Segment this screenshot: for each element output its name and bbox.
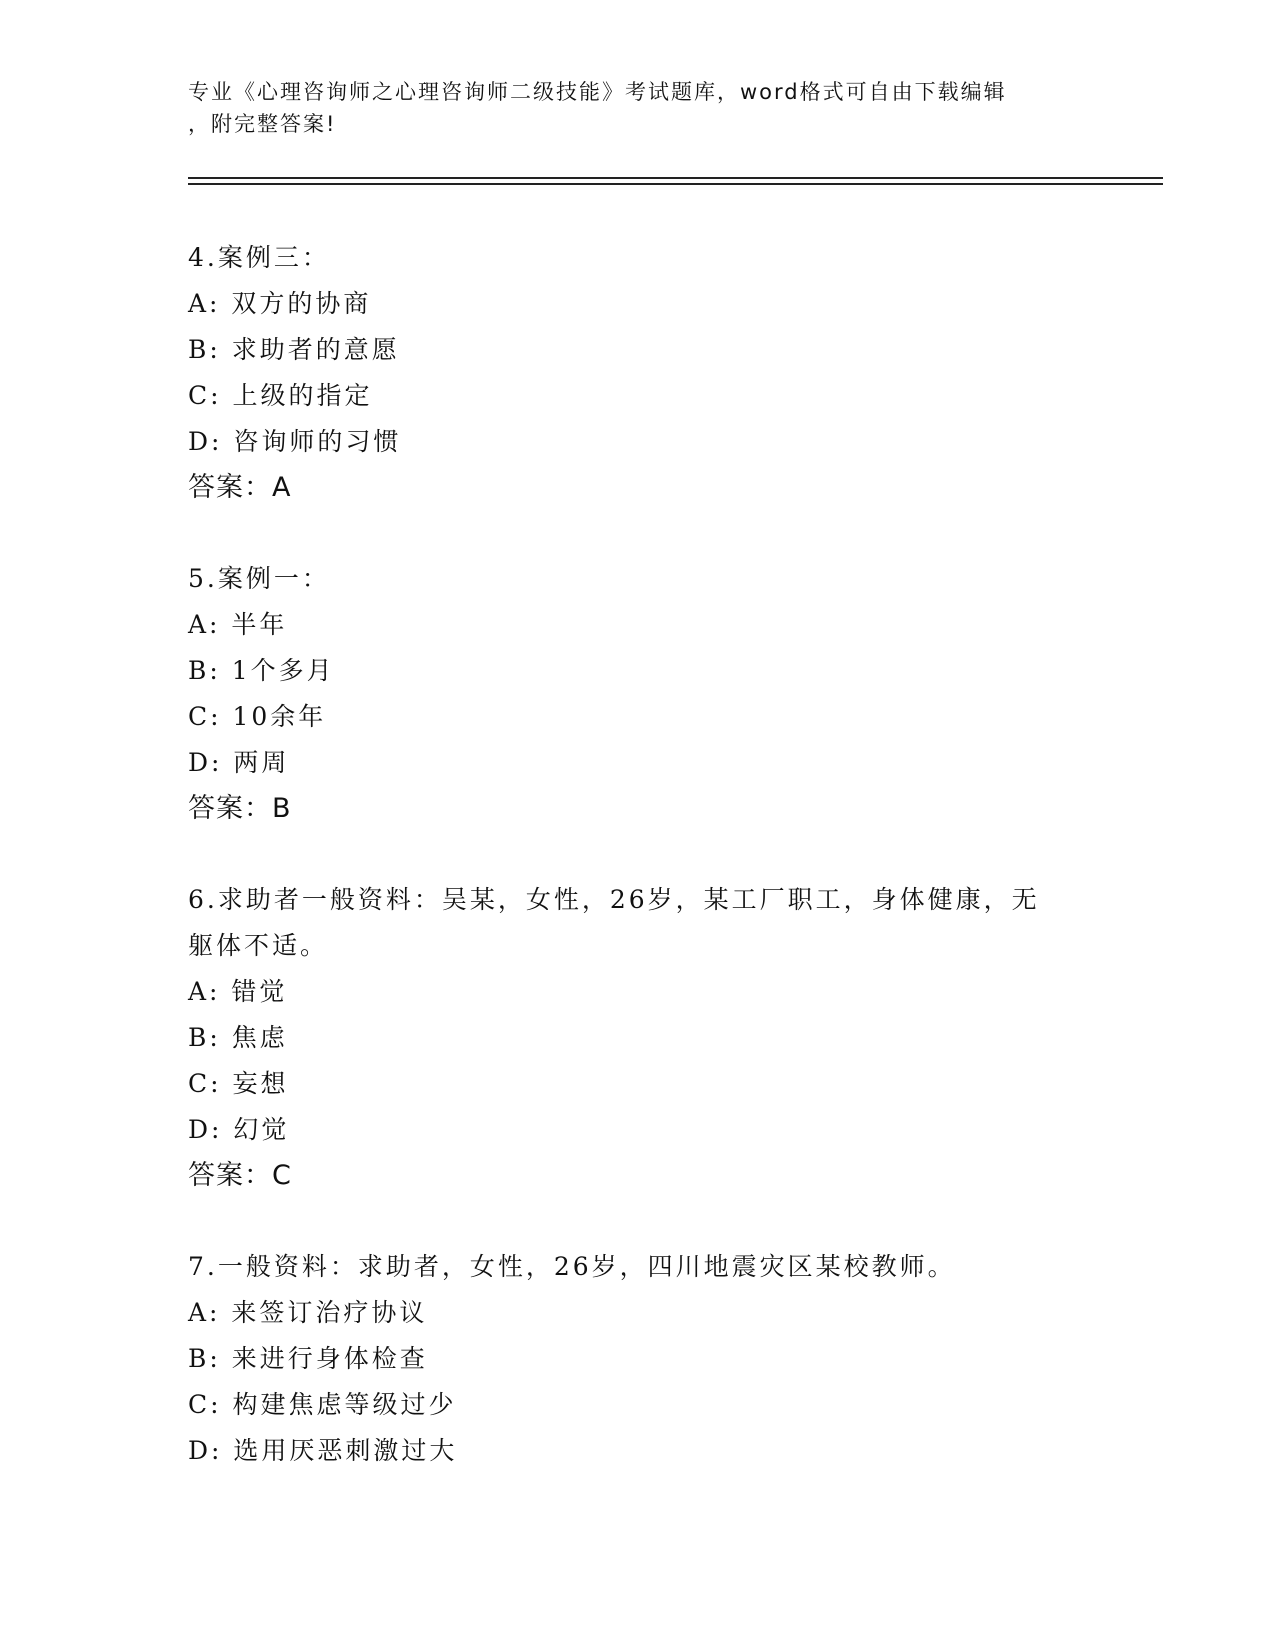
option-b: B: 焦虑	[188, 1023, 288, 1052]
option-c: C: 构建焦虑等级过少	[188, 1390, 457, 1419]
question-stem: 7.一般资料：求助者，女性，26岁，四川地震灾区某校教师。	[188, 1252, 956, 1281]
header-rule-top	[188, 177, 1163, 179]
option-d: D: 幻觉	[188, 1115, 290, 1144]
answer: 答案：C	[188, 1160, 292, 1191]
option-b: B: 1个多月	[188, 656, 335, 685]
option-d: D: 两周	[188, 748, 290, 777]
question-stem: 6.求助者一般资料：吴某，女性，26岁，某工厂职工，身体健康，无	[188, 885, 1040, 914]
question-stem-continued: 躯体不适。	[188, 931, 329, 960]
option-a: A: 半年	[188, 610, 288, 639]
question-4	[188, 235, 1088, 511]
question-7	[188, 1244, 1088, 1474]
option-d: D: 选用厌恶刺激过大	[188, 1436, 458, 1465]
document-header	[188, 76, 1088, 140]
header-line-1: 专业《心理咨询师之心理咨询师二级技能》考试题库，word格式可自由下载编辑	[188, 80, 1007, 104]
option-c: C: 妄想	[188, 1069, 289, 1098]
option-a: A: 来签订治疗协议	[188, 1298, 428, 1327]
header-line-2: ，附完整答案!	[188, 112, 337, 136]
answer: 答案：B	[188, 793, 292, 824]
option-b: B: 来进行身体检查	[188, 1344, 428, 1373]
option-c: C: 上级的指定	[188, 381, 373, 410]
question-5	[188, 556, 1088, 832]
option-a: A: 错觉	[188, 977, 288, 1006]
option-b: B: 求助者的意愿	[188, 335, 400, 364]
question-6	[188, 877, 1088, 1199]
question-stem: 4.案例三：	[188, 243, 330, 272]
option-c: C: 10余年	[188, 702, 327, 731]
option-a: A: 双方的协商	[188, 289, 372, 318]
header-rule-bottom	[188, 183, 1163, 185]
answer: 答案：A	[188, 472, 292, 503]
option-d: D: 咨询师的习惯	[188, 427, 402, 456]
question-stem: 5.案例一：	[188, 564, 330, 593]
